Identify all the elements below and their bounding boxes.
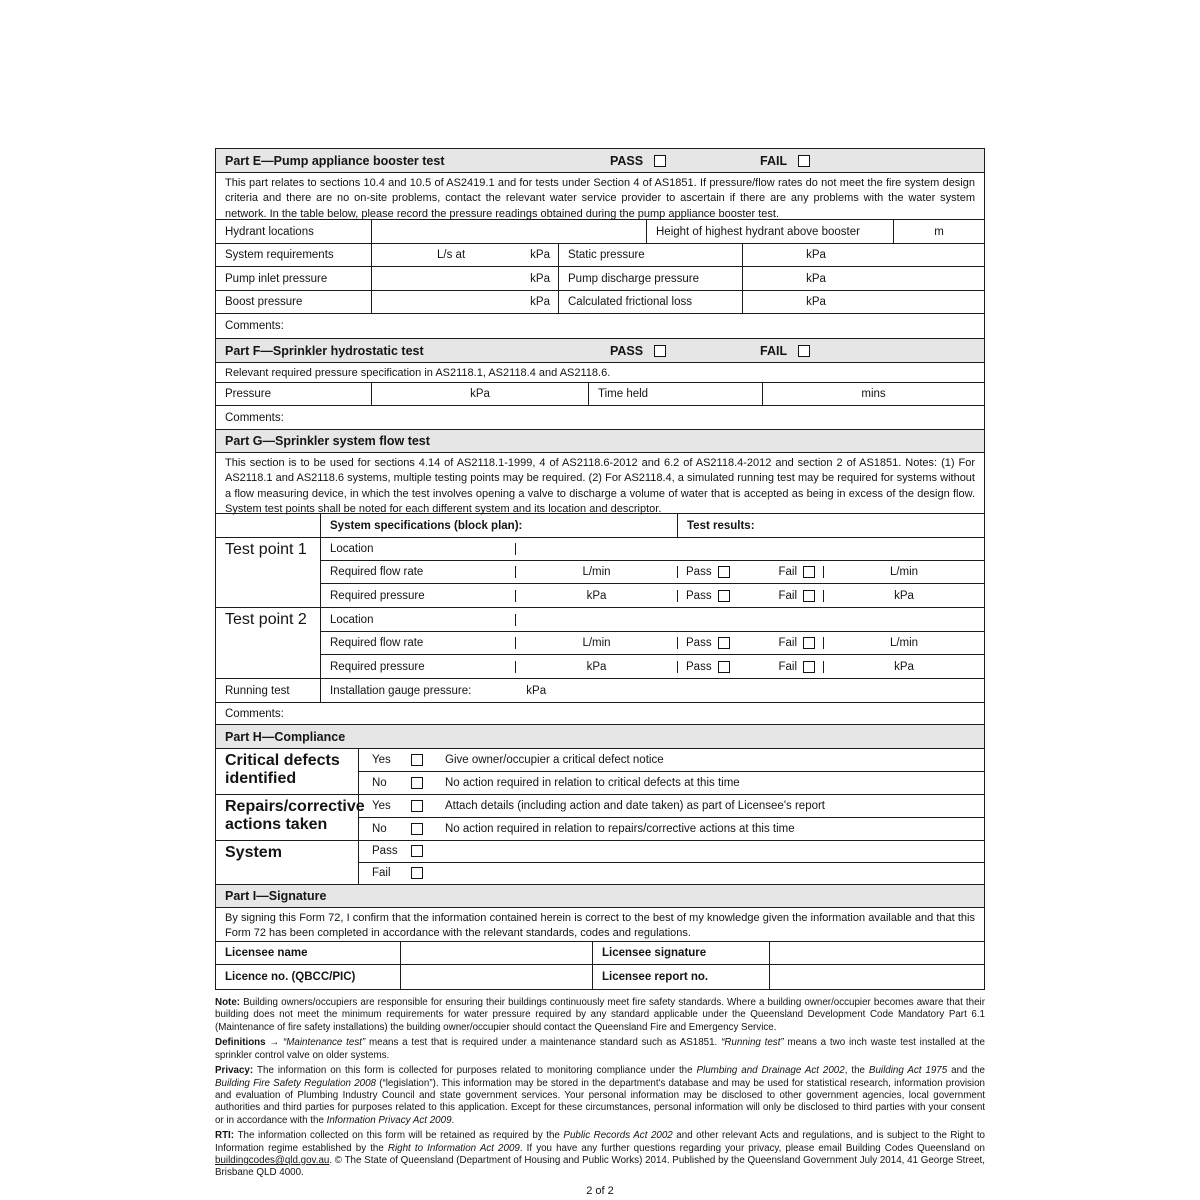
- system-requirements-unit-kpa: kPa: [530, 249, 550, 261]
- part-g-intro-text: This section is to be used for sections 4.14 of AS2118.1-1999, 4 of AS2118.6-2012 and 6.2 of AS2118.4-2012 and section 2 of AS1851. Notes: (1) For AS2118.1 and AS2118.6 systems, multiple testing points may be required. (2) For AS2118.4, a simulated running test may be required for systems without a flow measuring device, in which the test involves opening a valve to discharge a volume of water that is accepted as being in excess of the design flow. System test points shall be noted for each different system and its location and descriptor.: [225, 457, 975, 516]
- test-point-2-pressure-fail-checkbox[interactable]: [803, 661, 815, 673]
- repairs-no-description: No action required in relation to repairs/corrective actions at this time: [445, 822, 795, 835]
- test-point-2-pressure-pass-checkbox[interactable]: [718, 661, 730, 673]
- part-e-pass-label: PASS: [610, 153, 644, 168]
- part-g-header: [216, 430, 984, 453]
- test-point-2-flow-result-field[interactable]: L/min: [889, 637, 919, 649]
- repairs-group: [216, 795, 984, 841]
- frictional-loss-field[interactable]: kPa: [806, 296, 826, 308]
- part-g-comments-label: Comments:: [225, 707, 284, 720]
- page-number: 2 of 2: [586, 1184, 614, 1197]
- part-e-pass: [610, 154, 760, 168]
- running-test-row: [216, 679, 984, 703]
- part-g-intro-row: [216, 453, 984, 514]
- part-i-statement-row: [216, 908, 984, 942]
- part-e-fail: [760, 154, 910, 168]
- boost-pressure-label: Boost pressure: [216, 291, 372, 313]
- system-result-group: [216, 841, 984, 885]
- critical-defects-group: [216, 749, 984, 795]
- part-e-comments-label: Comments:: [225, 320, 284, 332]
- test-results-header: Test results:: [687, 519, 755, 532]
- licence-no-label: Licence no. (QBCC/PIC): [216, 965, 401, 989]
- hydrant-locations-field[interactable]: [372, 220, 647, 243]
- fail-label: Fail: [778, 589, 797, 602]
- required-flow-rate-label: Required flow rate: [321, 566, 516, 578]
- test-point-2-flow-passfail: [678, 637, 824, 649]
- repairs-no-checkbox[interactable]: [411, 823, 423, 835]
- part-f-comments-label: Comments:: [225, 411, 284, 424]
- test-point-2-group: [216, 608, 984, 679]
- test-point-2-label: Test point 2: [216, 608, 321, 678]
- part-f-pass-checkbox[interactable]: [654, 345, 666, 357]
- test-point-2-location-row: [321, 608, 984, 632]
- system-fail-row: [359, 863, 984, 884]
- part-g-subheader-row: [216, 514, 984, 538]
- system-pass-row: [359, 841, 984, 863]
- test-point-2-required-pressure-field[interactable]: kPa: [516, 661, 678, 673]
- licensee-name-row: [216, 942, 984, 965]
- running-test-field[interactable]: [321, 679, 984, 702]
- part-g-title: Part G—Sprinkler system flow test: [225, 434, 430, 448]
- part-i-header: [216, 885, 984, 908]
- part-e-fail-label: FAIL: [760, 153, 788, 168]
- repairs-yes-checkbox[interactable]: [411, 800, 423, 812]
- test-point-1-pressure-fail-checkbox[interactable]: [803, 590, 815, 602]
- critical-defects-yes-checkbox[interactable]: [411, 754, 423, 766]
- fail-label: Fail: [778, 660, 797, 673]
- part-i-title: Part I—Signature: [225, 889, 327, 903]
- test-point-2-pressure-passfail: [678, 661, 824, 673]
- pump-inlet-unit-kpa: kPa: [530, 272, 550, 285]
- repairs-yes-description: Attach details (including action and date taken) as part of Licensee's report: [445, 799, 826, 812]
- highest-hydrant-height-label: Height of highest hydrant above booster: [647, 220, 894, 243]
- test-point-2-flow-row: [321, 632, 984, 655]
- part-f-note-row: [216, 363, 984, 383]
- running-test-label: Running test: [216, 679, 321, 702]
- system-label: System: [216, 841, 359, 884]
- rti-paragraph: RTI: The information collected on this form will be retained as required by the Public Records Act 2002 and other relevant Acts and regulations, and is subject to the Right to Information regime established by the Right to Information Act 2009. If you have any further questions regarding your privacy, please email Building Codes Queensland on buildingcodes@qld.gov.au. © The State of Queensland (Department of Housing and Public Works) 2014. Published by the Queensland Government July 2014, 41 George Street, Brisbane QLD 4000.: [215, 1130, 986, 1179]
- note-paragraph: Note: Building owners/occupiers are responsible for ensuring their buildings continuously meet fire safety standards. Where a building owner/occupier becomes aware that their building does not meet the minimum requirements for water pressure required by any standard applicable under the Queensland Development Code Mandatory Part 6.1 (Maintenance of fire safety installations) the building owner/occupier should contact the Queensland Fire and Emergency Service.: [215, 997, 985, 1033]
- highest-hydrant-height-field[interactable]: m: [934, 225, 944, 238]
- pass-label: Pass: [686, 589, 712, 602]
- system-requirements-label: System requirements: [216, 244, 372, 266]
- system-fail-checkbox[interactable]: [411, 867, 423, 879]
- repairs-label: Repairs/corrective actions taken: [216, 795, 359, 840]
- test-point-2-flow-pass-checkbox[interactable]: [718, 637, 730, 649]
- part-f-fail-checkbox[interactable]: [798, 345, 810, 357]
- required-pressure-label: Required pressure: [321, 590, 516, 602]
- part-f-pass-label: PASS: [610, 343, 644, 358]
- fail-label: Fail: [778, 637, 797, 649]
- installation-gauge-pressure-label: Installation gauge pressure:: [330, 684, 472, 697]
- form-page: [215, 148, 985, 1197]
- test-point-2-pressure-result-field[interactable]: kPa: [894, 660, 914, 673]
- test-point-1-required-pressure-field[interactable]: kPa: [516, 590, 678, 602]
- licensee-report-no-field[interactable]: [770, 965, 984, 989]
- pressure-field[interactable]: kPa: [372, 383, 589, 405]
- licensee-signature-field[interactable]: [770, 942, 984, 964]
- hydrant-locations-label: Hydrant locations: [216, 220, 372, 243]
- test-point-1-flow-row: [321, 561, 984, 585]
- test-point-1-pressure-pass-checkbox[interactable]: [718, 590, 730, 602]
- yes-label: Yes: [372, 799, 391, 812]
- location-label: Location: [321, 543, 516, 555]
- repairs-no-row: [359, 818, 984, 840]
- location-label: Location: [321, 614, 516, 626]
- part-f-title: Part F—Sprinkler hydrostatic test: [225, 343, 424, 358]
- licence-no-row: [216, 965, 984, 989]
- test-point-1-pressure-passfail: [678, 590, 824, 602]
- system-pass-checkbox[interactable]: [411, 845, 423, 857]
- test-point-1-pressure-result-field[interactable]: kPa: [894, 589, 914, 602]
- test-point-2-flow-fail-checkbox[interactable]: [803, 637, 815, 649]
- licence-no-field[interactable]: [401, 965, 593, 989]
- pump-inlet-pressure-label: Pump inlet pressure: [216, 267, 372, 290]
- test-point-1-flow-result-field[interactable]: L/min: [889, 566, 919, 578]
- critical-defects-no-description: No action required in relation to critical defects at this time: [445, 776, 740, 789]
- test-point-1-required-flow-field[interactable]: L/min: [516, 566, 678, 578]
- form-72-table: [215, 148, 985, 990]
- repairs-yes-row: [359, 795, 984, 818]
- fail-label: Fail: [778, 566, 797, 578]
- part-e-header: [216, 149, 984, 173]
- pump-inlet-pressure-row: [216, 267, 984, 291]
- definitions-paragraph: Definitions → “Maintenance test” means a test that is required under a maintenance standard such as AS1851. “Running test” means a two inch waste test installed at the sprinkler control valve on older systems.: [215, 1037, 985, 1061]
- part-f-pressure-row: [216, 383, 984, 406]
- static-pressure-label: Static pressure: [559, 244, 743, 266]
- boost-pressure-row: [216, 291, 984, 314]
- licensee-report-no-label: Licensee report no.: [593, 965, 770, 989]
- part-f-pass: [610, 344, 760, 358]
- pump-inlet-pressure-field[interactable]: [372, 267, 559, 290]
- fail-label: Fail: [372, 867, 391, 880]
- part-h-header: [216, 725, 984, 749]
- pass-label: Pass: [686, 637, 712, 649]
- part-e-fail-checkbox[interactable]: [798, 155, 810, 167]
- time-held-field[interactable]: mins: [861, 388, 886, 400]
- system-requirements-field[interactable]: [372, 244, 559, 266]
- privacy-paragraph: Privacy: The information on this form is collected for purposes related to monitoring compliance under the Plumbing and Drainage Act 2002, the Building Act 1975 and the Building Fire Safety Regulation 2008 (“legislation”). This information may be stored in the department's database and may be used for statistical research, information provision and evaluation of Plumbing Industry Council and state government services. Your personal information may be disclosed to other government agencies, local government authorities and third parties for purposes related to this application. Except for these circumstances, personal information will only be disclosed to third parties with your consent or in accordance with the Information Privacy Act 2009.: [215, 1065, 986, 1126]
- test-point-1-location-row: [321, 538, 984, 561]
- part-h-title: Part H—Compliance: [225, 729, 346, 744]
- boost-pressure-field[interactable]: [372, 291, 559, 313]
- test-point-2-required-flow-field[interactable]: L/min: [516, 637, 678, 649]
- part-e-intro-row: [216, 173, 984, 220]
- no-label: No: [372, 822, 387, 835]
- critical-defects-yes-row: [359, 749, 984, 772]
- boost-pressure-unit-kpa: kPa: [530, 296, 550, 308]
- pass-label: Pass: [686, 660, 712, 673]
- part-i-statement-text: By signing this Form 72, I confirm that the information contained herein is correct to the best of my knowledge given the information available and that this Form 72 has been completed in accordance with the relevant standards, codes and regulations.: [225, 912, 975, 940]
- part-f-fail: [760, 344, 910, 358]
- test-point-1-label: Test point 1: [216, 538, 321, 607]
- pump-discharge-pressure-label: Pump discharge pressure: [559, 267, 743, 290]
- test-point-1-flow-fail-checkbox[interactable]: [803, 566, 815, 578]
- licensee-name-field[interactable]: [401, 942, 593, 964]
- test-point-2-pressure-row: [321, 655, 984, 678]
- pass-label: Pass: [372, 845, 398, 858]
- part-f-header: [216, 339, 984, 363]
- system-requirements-row: [216, 244, 984, 267]
- part-f-comments-row[interactable]: [216, 406, 984, 430]
- part-e-hydrant-row: [216, 220, 984, 244]
- part-g-comments-row[interactable]: [216, 703, 984, 725]
- footer-notes: [215, 997, 985, 1180]
- pump-discharge-pressure-field[interactable]: kPa: [806, 272, 826, 285]
- part-e-pass-checkbox[interactable]: [654, 155, 666, 167]
- system-requirements-unit-ls-at: L/s at: [437, 249, 466, 261]
- required-pressure-label: Required pressure: [321, 661, 516, 673]
- frictional-loss-label: Calculated frictional loss: [559, 291, 743, 313]
- part-e-title: Part E—Pump appliance booster test: [225, 153, 445, 168]
- test-point-1-group: [216, 538, 984, 608]
- part-e-intro-text: This part relates to sections 10.4 and 10.5 of AS2419.1 and for tests under Section 4 of AS1851. If pressure/flow rates do not meet the fire system design criteria and there are no on-site problems, contact the relevant water service provider to ascertain if there are any problems with the water system network. In the table below, please record the pressure readings obtained during the pump appliance booster test.: [225, 177, 975, 220]
- part-f-note-text: Relevant required pressure specification in AS2118.1, AS2118.4 and AS2118.6.: [225, 366, 611, 379]
- test-point-1-flow-passfail: [678, 566, 824, 578]
- test-point-1-pressure-row: [321, 584, 984, 607]
- pressure-label: Pressure: [216, 383, 372, 405]
- running-test-unit-kpa: kPa: [526, 684, 547, 697]
- critical-defects-no-checkbox[interactable]: [411, 777, 423, 789]
- no-label: No: [372, 776, 387, 789]
- part-f-fail-label: FAIL: [760, 343, 788, 358]
- critical-defects-no-row: [359, 772, 984, 794]
- critical-defects-yes-description: Give owner/occupier a critical defect notice: [445, 753, 664, 766]
- yes-label: Yes: [372, 753, 391, 766]
- pass-label: Pass: [686, 566, 712, 578]
- system-specifications-header: System specifications (block plan):: [321, 514, 678, 537]
- time-held-label: Time held: [589, 383, 763, 405]
- licensee-name-label: Licensee name: [216, 942, 401, 964]
- required-flow-rate-label: Required flow rate: [321, 637, 516, 649]
- static-pressure-field[interactable]: kPa: [806, 249, 826, 261]
- part-g-subheader-empty-cell: [216, 514, 321, 537]
- part-e-comments-row[interactable]: [216, 314, 984, 339]
- licensee-signature-label: Licensee signature: [593, 942, 770, 964]
- critical-defects-label: Critical defects identified: [216, 749, 359, 794]
- test-point-1-flow-pass-checkbox[interactable]: [718, 566, 730, 578]
